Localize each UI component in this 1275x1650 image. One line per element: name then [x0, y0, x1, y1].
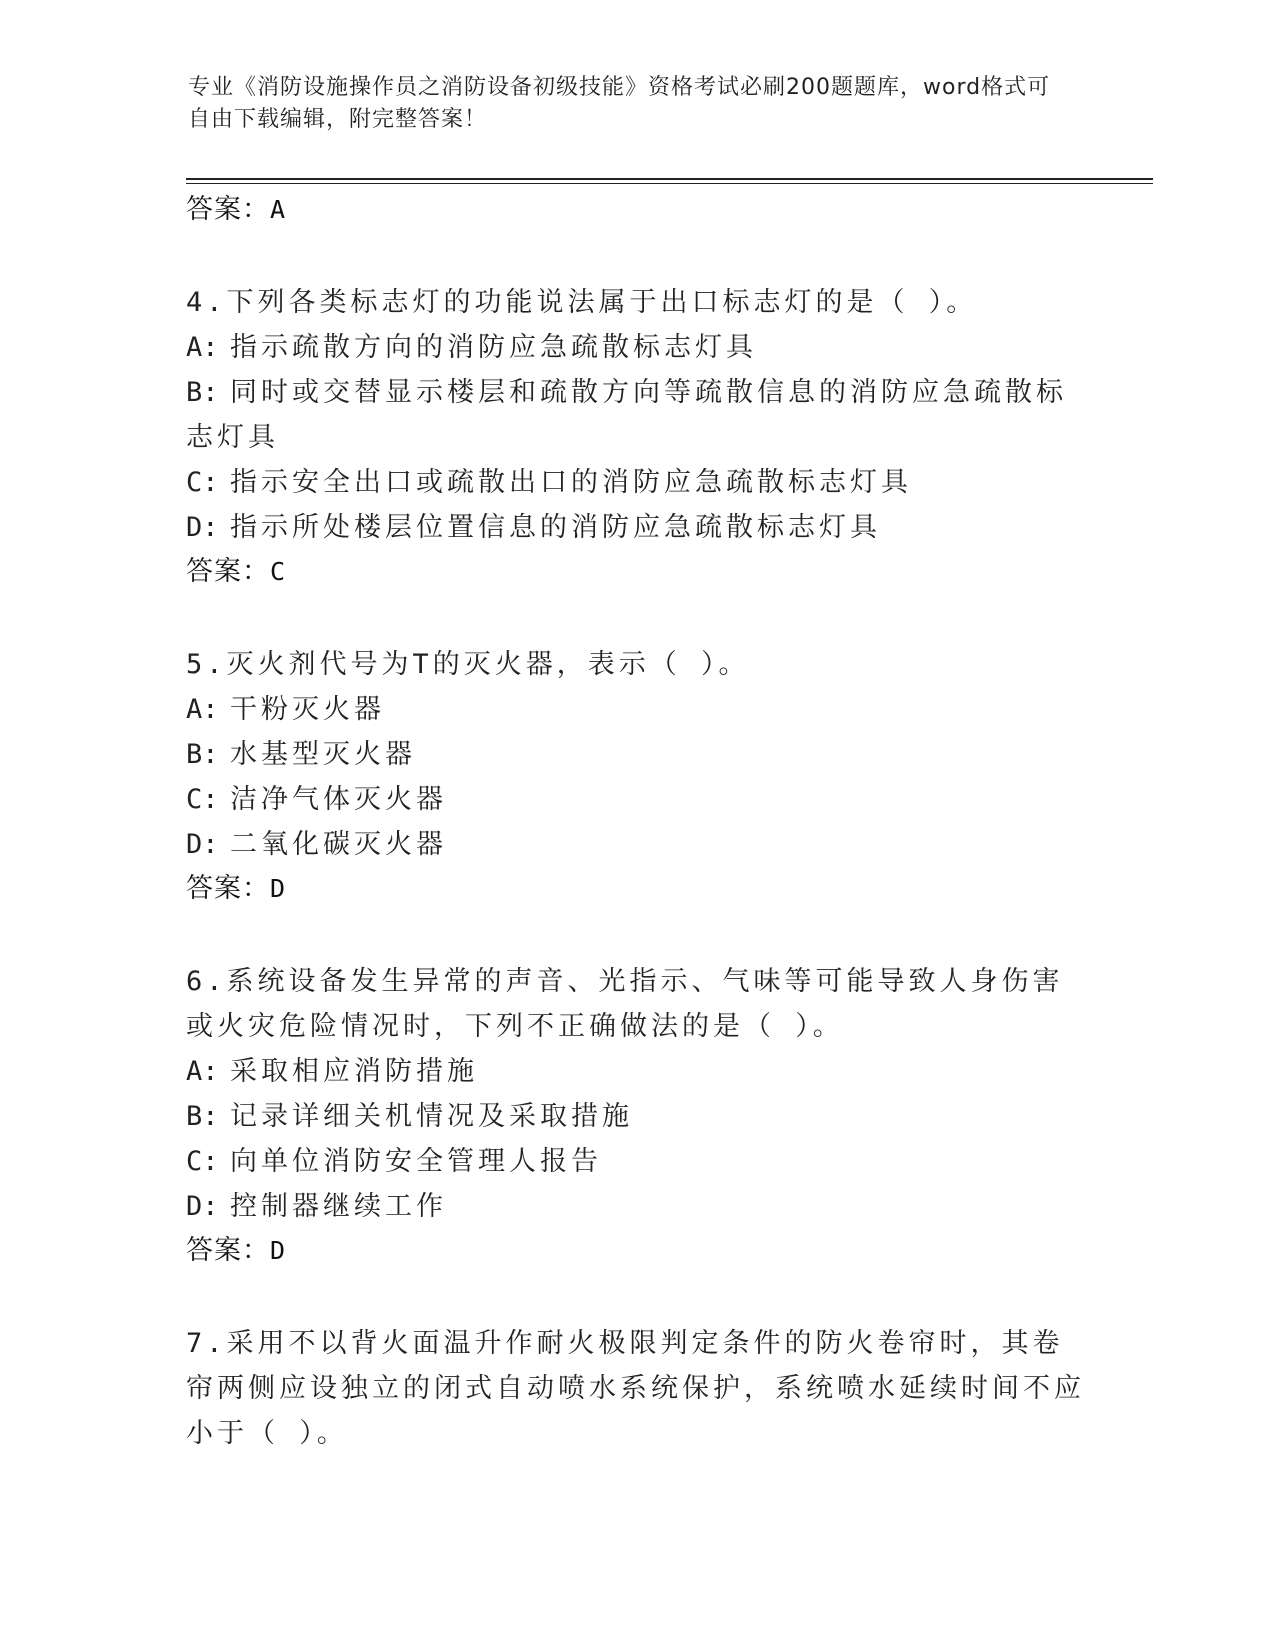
option-text: 水基型灭火器 [230, 739, 416, 770]
document-header: 专业《消防设施操作员之消防设备初级技能》资格考试必刷200题题库，word格式可自由下载编辑，附完整答案！ [188, 75, 1051, 132]
answer-line [186, 1229, 1086, 1273]
option-text: 同时或交替显示楼层和疏散方向等疏散信息的消防应急疏散标志灯具 [186, 377, 1067, 453]
option-text: 二氧化碳灭火器 [230, 829, 447, 860]
option-letter: C: [186, 467, 219, 498]
option-d [186, 1184, 1086, 1229]
question-stem: 7.采用不以背火面温升作耐火极限判定条件的防火卷帘时，其卷帘两侧应设独立的闭式自动喷水系统保护，系统喷水延续时间不应小于（ ）。 [186, 1328, 1085, 1449]
option-text: 向单位消防安全管理人报告 [230, 1146, 602, 1177]
option-letter: C: [186, 1146, 219, 1177]
option-text: 控制器继续工作 [230, 1191, 447, 1222]
option-b [186, 732, 1086, 777]
option-a [186, 325, 1086, 370]
spacer [186, 594, 1086, 642]
option-letter: A: [186, 694, 219, 725]
option-letter: B: [186, 377, 219, 408]
option-text: 指示所处楼层位置信息的消防应急疏散标志灯具 [230, 512, 881, 543]
spacer [186, 232, 1086, 280]
option-text: 记录详细关机情况及采取措施 [230, 1101, 633, 1132]
answer-label: 答案： [186, 194, 270, 225]
option-letter: C: [186, 784, 219, 815]
answer-value: D [270, 874, 287, 903]
spacer [186, 911, 1086, 959]
option-text: 采取相应消防措施 [230, 1056, 478, 1087]
answer-value: A [270, 195, 287, 224]
option-d [186, 822, 1086, 867]
document-body [186, 188, 1086, 1456]
option-text: 指示疏散方向的消防应急疏散标志灯具 [230, 332, 757, 363]
answer-label: 答案： [186, 873, 270, 904]
answer-value: D [270, 1236, 287, 1265]
header-rule-thin [186, 183, 1153, 184]
option-c [186, 777, 1086, 822]
answer-line [186, 188, 1086, 232]
header-rule-thick [186, 178, 1153, 180]
spacer [186, 1273, 1086, 1321]
answer-line [186, 867, 1086, 911]
option-d [186, 505, 1086, 550]
option-a [186, 1049, 1086, 1094]
option-letter: D: [186, 512, 219, 543]
question-stem: 6.系统设备发生异常的声音、光指示、气味等可能导致人身伤害或火灾危险情况时，下列不正确做法的是（ ）。 [186, 966, 1064, 1042]
option-c [186, 1139, 1086, 1184]
option-letter: B: [186, 1101, 219, 1132]
question-stem: 5.灭火剂代号为T的灭火器，表示（ ）。 [186, 649, 750, 680]
option-letter: A: [186, 1056, 219, 1087]
answer-value: C [270, 557, 287, 586]
answer-label: 答案： [186, 556, 270, 587]
option-b [186, 370, 1086, 460]
option-letter: D: [186, 829, 219, 860]
option-letter: D: [186, 1191, 219, 1222]
option-b [186, 1094, 1086, 1139]
option-text: 洁净气体灭火器 [230, 784, 447, 815]
question-stem: 4.下列各类标志灯的功能说法属于出口标志灯的是（ ）。 [186, 287, 978, 318]
option-text: 指示安全出口或疏散出口的消防应急疏散标志灯具 [230, 467, 912, 498]
option-letter: B: [186, 739, 219, 770]
option-a [186, 687, 1086, 732]
option-letter: A: [186, 332, 219, 363]
option-c [186, 460, 1086, 505]
answer-label: 答案： [186, 1235, 270, 1266]
answer-line [186, 550, 1086, 594]
option-text: 干粉灭火器 [230, 694, 385, 725]
